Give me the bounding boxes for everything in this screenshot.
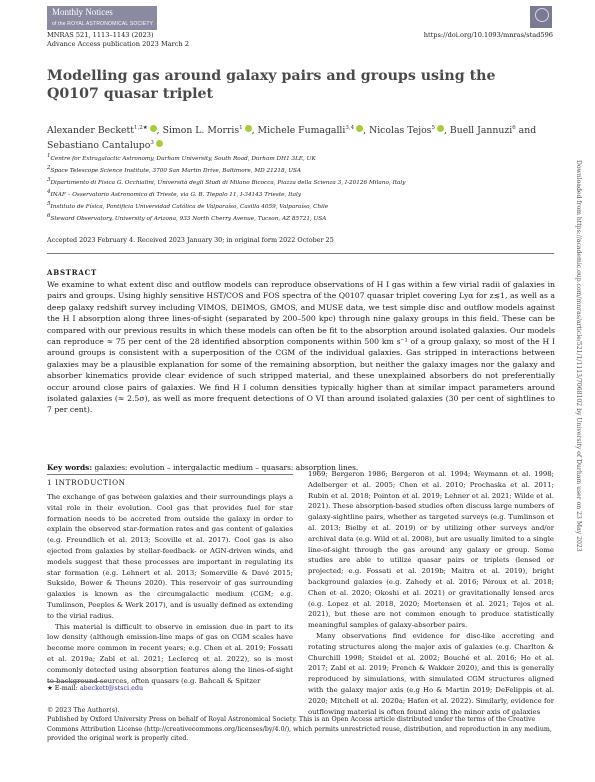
author [163,125,258,136]
citation-block [47,31,189,49]
affiliation [47,188,547,200]
author-name: Buell Jannuzi [449,125,513,137]
author-list [47,122,547,152]
section-title: 1 INTRODUCTION [47,478,126,487]
left-column [47,492,293,686]
affiliation [47,176,547,188]
author-separator: , [443,125,450,137]
footnote [47,684,143,692]
advance-access: Advance Access publication 2023 March 2 [47,40,190,48]
orcid-icon[interactable] [150,125,157,132]
author-affil-mark: 3,4 [345,125,355,131]
abstract-text: We examine to what extent disc and outflow models can reproduce observations of H I gas within a few virial radii of galaxies in pairs and groups. Using highly sensitive HST/COS and FOS spectra of the Q0107 quasar triplet covering Lyα for z≲1, as well as a deep galaxy redshift survey including VIMOS, DEIMOS, GMOS, and MUSE data, we test simple disc and outflow models against the H I absorption along three lines-of-sight (separated by 200–500 kpc) through nine galaxy groups in this field. These can be compared with our previous results in which these models can often be fit to the absorption around isolated galaxies. Our models can reproduce ≈ 75 per cent of the 28 identified absorption components within 500 km s⁻¹ of a group galaxy, so most of the H I around groups is consistent with a superposition of the CGM of the individual galaxies. Gas stripped in interactions between galaxies may be a plausible explanation for some of the remaining absorption, but neither the galaxy images nor the galaxy and absorber kinematics provide clear evidence of such stripped material, and these unexplained absorbers do not preferentially occur around close pairs of galaxies. We find H I column densities typically higher than at similar impact parameters around isolated galaxies (≈ 2.5σ), as well as more frequent detections of O VI than around isolated galaxies (30 per cent of sightlines to 7 per cent). [47,280,555,415]
divider [47,253,554,254]
right-column [308,469,554,717]
author-name: Michele Fumagalli [257,125,346,137]
author-separator: , [363,125,370,137]
orcid-icon[interactable] [245,125,252,132]
affiliation-number: 1 [47,153,51,159]
affiliation-number: 5 [47,200,51,207]
download-notice: Downloaded from https://academic.oup.com/mnras/article/521/1/1113/7068102 by University of Durham user on 23 May 2023 [575,160,582,552]
author-separator: , [156,125,163,137]
author-separator: , [251,125,258,137]
author-affil-mark: 1,2★ [133,125,148,131]
license-text: Published by Oxford University Press on behalf of Royal Astronomical Society. This is an Open Access article distributed under the terms of the Creative Commons Attribution License (http://creativecommons.org/licenses/by/4.0/), which permits unrestricted reuse, distribution, and reproduction in any medium, provided the original work is properly cited. [47,716,552,743]
paragraph: Many observations find evidence for disc-like accreting and rotating structures along the major axis of galaxies (e.g. Charlton & Churchill 1998; Steidel et al. 2002; Bouché et al. 2016; Ho et al. 2017; Zabl et al. 2019; French & Wakker 2020), and this is generally reproduced by simulations, with simulated CGM structures aligned with the galaxy major axis (e.g Ho & Martin 2019; DeFelippis et al. 2020; Mitchell et al. 2020a; Hafen et al. 2022). Similarly, evidence for outflowing material is often found along the minor axis of galaxies [308,631,554,716]
author [369,125,450,136]
license-footer [47,706,555,744]
author-affil-mark: 1 [239,125,243,131]
affiliation [47,212,547,224]
affiliation-text: Centre for Extragalactic Astronomy, Durham University, South Road, Durham DH1 3LE, UK [50,155,316,162]
paragraph: 1969; Bergeron 1986; Bergeron et al. 1994; Weymann et al. 1998; Adelberger et al. 2005; Chen et al. 2010; Prochaska et al. 2011; Rubin et al. 2018; Pointon et al. 2019; Lehner et al. 2021; Wilde et al. 2021). These absorption-based studies often discuss large numbers of galaxy-sightline pairs, whether as targeted surveys (e.g. Tumlinson et al. 2013; Bielby et al. 2019) or by utilizing other surveys and/or archival data (e.g. Wild et al. 2008), but are usually limited to a single line-of-sight through the gas around any galaxy or group. Some studies are able to utilize quasar pairs or triplets (lensed or projected; e.g. Fossati et al. 2019b; Maitra et al. 2019), bright background galaxies (e.g. Zahedy et al. 2016; Péroux et al. 2018; Chen et al. 2020; Okoshi et al. 2021) or gravitationally lensed arcs (e.g. Lopez et al. 2018, 2020; Mortensen et al. 2021; Tejos et al. 2021), but these are not common enough to produce statistically meaningful samples of galaxy-absorber pairs. [308,470,554,630]
orcid-icon[interactable] [156,140,163,147]
author-affil-mark: 3 [150,140,154,147]
author-name: Simon L. Morris [162,125,240,137]
author [258,125,370,136]
affiliations [47,152,547,224]
journal-society: of the ROYAL ASTRONOMICAL SOCIETY [52,21,154,27]
affiliation-text: INAF – Osservatorio Astronomico di Trieste, via G. B. Tiepolo 11, I-34143 Trieste, Italy [50,191,302,198]
paragraph: The exchange of gas between galaxies and their surroundings plays a vital role in their evolution. Cool gas that provides fuel for star formation needs to be accreted from outside the galaxy in order to explain the observed star-formation rates and gas content of galaxies (e.g. Freundlich et al. 2013; Scoville et al. 2017). Cool gas is also ejected from galaxies by stellar-feedback- or AGN-driven winds, and models suggest that these processes are important in regulating its star formation (e.g. Lehnert et al. 2013; Somerville & Davé 2015; Suksido, Bower & Theuns 2020). This reservoir of gas surrounding galaxies is known as the circumgalactic medium (CGM; e.g. Tumlinson, Peeples & Werk 2017), and is usually defined as extending to the virial radius. [47,493,293,620]
footnote-label: ★ E-mail: [47,684,78,692]
journal-logo [47,6,157,30]
paragraph: This material is difficult to observe in emission due in part to its low density (although emission-line maps of gas on CGM scales have become more common in recent years; e.g. Chen et al. 2019; Fossati et al. 2019a; Zabl et al. 2021; Leclercq et al. 2022), so is most commonly detected using absorption features along the lines-of-sight to background sources, often quasars (e.g. Bahcall & Spitzer [47,622,293,685]
ras-crest-icon [530,6,552,28]
paper-title: Modelling gas around galaxy pairs and groups using the Q0107 quasar triplet [47,68,496,102]
affiliation-number: 2 [47,164,51,171]
affiliation-number: 3 [47,176,51,183]
author-name: Alexander Beckett [47,125,134,137]
author-name: and Sebastiano Cantalupo [47,125,537,152]
affiliation-number: 4 [47,188,51,195]
affiliation-text: Instituto de Física, Pontificia Universidad Católica de Valparaíso, Casilla 4059, Valparaíso, Chile [50,203,329,210]
accepted-dates: Accepted 2023 February 4. Received 2023 January 30; in original form 2022 October 25 [47,236,334,244]
keywords-label: Key words: [47,463,93,472]
keywords-text: galaxies: evolution – intergalactic medium – quasars: absorption lines. [94,463,359,472]
citation: MNRAS 521, 1113–1143 (2023) [47,31,154,39]
author-affil-mark: 6 [512,125,516,131]
affiliation [47,164,547,176]
author-name: Nicolas Tejos [369,125,432,137]
doi-link[interactable]: https://doi.org/10.1093/mnras/stad596 [423,31,553,39]
divider [47,474,293,475]
affiliation-text: Steward Observatory, University of Arizona, 933 North Cherry Avenue, Tucson, AZ 85721, USA [50,215,327,222]
author-affil-mark: 5 [431,125,435,131]
journal-name: Monthly Notices [52,7,113,17]
affiliation [47,152,547,164]
affiliation-number: 6 [47,212,51,219]
affiliation [47,200,547,212]
abstract-heading: ABSTRACT [47,268,98,277]
author [47,125,163,136]
author [450,125,519,136]
affiliation-text: Dipartimento di Fisica G. Occhialini, Università degli Studi di Milano Bicocca, Piazza della Scienza 3, I-20126 Milano, Italy [50,179,406,186]
affiliation-text: Space Telescope Science Institute, 3700 San Martin Drive, Baltimore, MD 21218, USA [50,167,302,174]
orcid-icon[interactable] [437,125,444,132]
copyright: © 2023 The Author(s). [47,707,120,714]
email-link[interactable]: abeckett@stsci.edu [79,684,144,692]
footnote-rule [47,681,107,682]
